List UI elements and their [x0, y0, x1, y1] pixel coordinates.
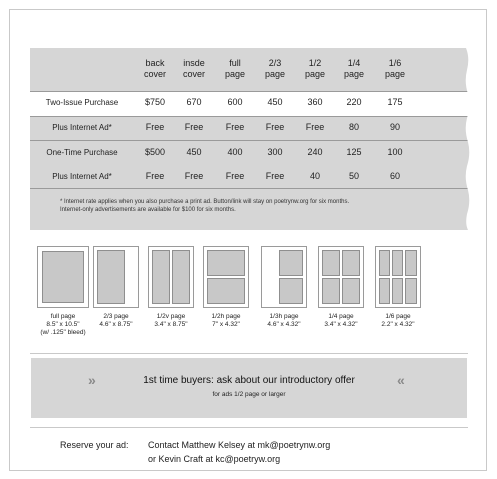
rate-cell: 40: [309, 171, 320, 181]
torn-edge-decoration: [462, 48, 472, 230]
size-label-2-3-page: 2/3 page 4.6" x 8.75": [99, 313, 133, 328]
rate-cell: Free: [225, 122, 245, 132]
rate-cell: $750: [144, 97, 166, 107]
ad-area: [405, 278, 417, 304]
internet-rate-note: * Internet rate applies when you also purchase a print ad. Button/link will stay on poetrynw.org for six months. Internet-only advertisements are available for $100 for six months.: [60, 199, 350, 213]
rate-cell: 240: [307, 147, 323, 157]
rate-cell: Free: [184, 171, 204, 181]
rate-cell: 175: [387, 97, 403, 107]
ad-area: [42, 251, 84, 303]
chevron-left-icon: «: [397, 372, 405, 388]
row-label-plus-internet: Plus Internet Ad*: [52, 172, 112, 181]
ad-area: [342, 278, 360, 304]
col-header-inside-cover: insde cover: [182, 58, 205, 79]
ad-area: [207, 250, 245, 276]
rate-cell: 450: [186, 147, 202, 157]
ad-area: [379, 278, 390, 304]
col-header-1-2-page: 1/2 page: [304, 58, 326, 79]
size-label-1-2v-page: 1/2v page 3.4" x 8.75": [154, 313, 188, 328]
offer-title: 1st time buyers: ask about our introductory offer: [143, 375, 355, 386]
ad-area: [392, 250, 403, 276]
row-label-one-time: One-Time Purchase: [46, 148, 118, 157]
col-header-back-cover: back cover: [143, 58, 166, 79]
rate-cell: 600: [227, 97, 243, 107]
rate-cell: 400: [227, 147, 243, 157]
col-header-1-6-page: 1/6 page: [384, 58, 406, 79]
ad-area: [172, 250, 190, 304]
size-label-1-3h-page: 1/3h page 4.6" x 4.32": [267, 313, 301, 328]
rate-cell: 220: [346, 97, 362, 107]
offer-subtitle: for ads 1/2 page or larger: [212, 391, 286, 398]
ad-area: [342, 250, 360, 276]
size-label-1-2h-page: 1/2h page 7" x 4.32": [211, 313, 241, 328]
ad-area: [392, 278, 403, 304]
row-label-two-issue: Two-Issue Purchase: [45, 98, 119, 107]
rate-cell: 360: [307, 97, 323, 107]
ad-area: [405, 250, 417, 276]
ad-area: [279, 278, 303, 304]
col-header-full-page: full page: [224, 58, 246, 79]
rate-cell: 100: [387, 147, 403, 157]
size-label-full-page: full page 8.5" x 10.5" (w/ .125" bleed): [40, 313, 86, 336]
rate-cell: Free: [145, 122, 165, 132]
intro-offer-banner: [31, 358, 467, 418]
ad-area: [152, 250, 170, 304]
row-label-plus-internet: Plus Internet Ad*: [52, 123, 112, 132]
ad-area: [322, 250, 340, 276]
rate-cell: 50: [348, 171, 359, 181]
rate-cell: Free: [225, 171, 245, 181]
col-header-2-3-page: 2/3 page: [264, 58, 286, 79]
rate-cell: 125: [346, 147, 362, 157]
divider: [30, 188, 470, 189]
divider: [30, 353, 468, 354]
ad-area: [279, 250, 303, 276]
reserve-label: Reserve your ad:: [60, 440, 129, 450]
rate-cell: Free: [265, 171, 285, 181]
ad-area: [97, 250, 125, 304]
contact-line-2: or Kevin Craft at kc@poetryw.org: [148, 454, 281, 464]
rate-cell: 80: [348, 122, 359, 132]
rate-cell: 60: [389, 171, 400, 181]
divider: [30, 427, 468, 428]
rate-cell: 90: [389, 122, 400, 132]
rate-cell: 670: [186, 97, 202, 107]
chevron-right-icon: »: [88, 372, 96, 388]
rate-cell: 450: [267, 97, 283, 107]
divider: [30, 116, 470, 117]
ad-area: [379, 250, 390, 276]
rate-cell: Free: [305, 122, 325, 132]
size-label-1-6-page: 1/6 page 2.2" x 4.32": [381, 313, 415, 328]
col-header-1-4-page: 1/4 page: [343, 58, 365, 79]
rate-cell: Free: [145, 171, 165, 181]
rate-cell: Free: [265, 122, 285, 132]
contact-line-1: Contact Matthew Kelsey at mk@poetrynw.org: [148, 440, 331, 450]
ad-area: [322, 278, 340, 304]
rate-cell: 300: [267, 147, 283, 157]
rate-cell: Free: [184, 122, 204, 132]
size-label-1-4-page: 1/4 page 3.4" x 4.32": [324, 313, 358, 328]
rate-cell: $500: [144, 147, 166, 157]
ad-area: [207, 278, 245, 304]
divider: [30, 140, 470, 141]
